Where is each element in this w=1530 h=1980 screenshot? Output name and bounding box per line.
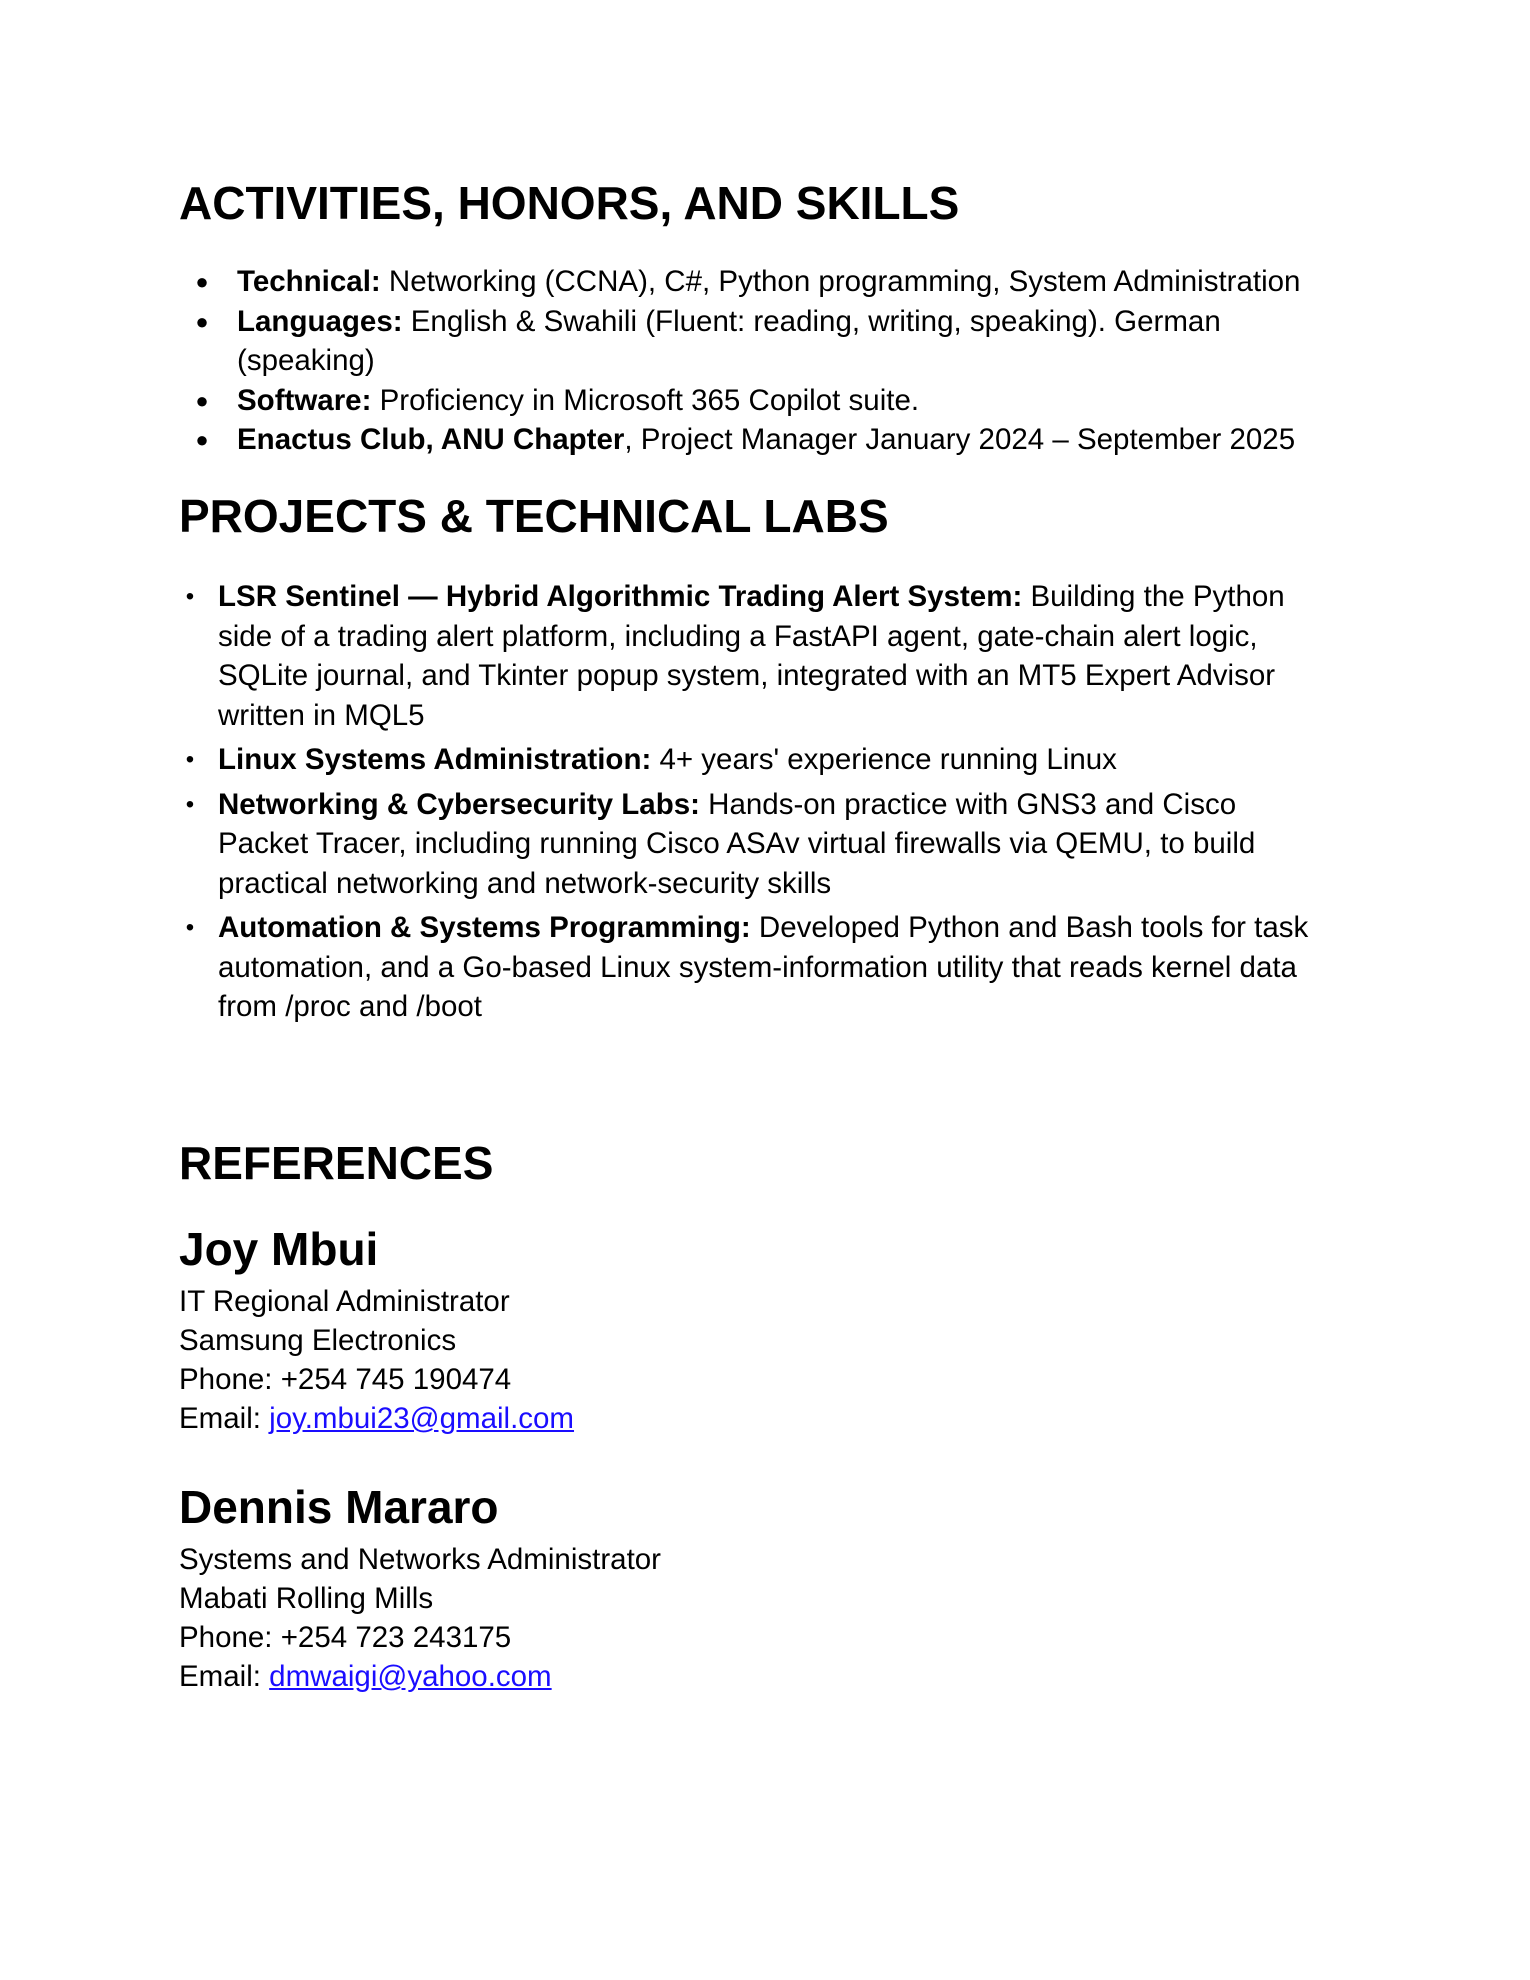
- bullet-icon: ●: [195, 387, 209, 413]
- list-item: [0, 420, 1317, 460]
- item-label: Languages:: [237, 304, 403, 338]
- bullet-icon: •: [185, 583, 195, 610]
- reference-phone: Phone: +254 745 190474: [179, 1363, 512, 1396]
- activities-heading: ACTIVITIES, HONORS, AND SKILLS: [179, 177, 960, 229]
- bullet-icon: ●: [195, 269, 209, 294]
- item-label: Enactus Club, ANU Chapter: [237, 423, 625, 456]
- reference-details: [179, 1540, 661, 1696]
- reference-title: IT Regional Administrator: [179, 1285, 510, 1318]
- reference-name: Joy Mbui: [179, 1223, 379, 1275]
- item-label: Software:: [237, 383, 372, 417]
- item-label: Linux Systems Administration:: [218, 743, 652, 776]
- item-text: , Project Manager January 2024 – September 2025: [624, 423, 1296, 456]
- item-label: Networking & Cybersecurity Labs:: [218, 787, 700, 821]
- bullet-icon: •: [185, 914, 195, 941]
- item-label: Automation & Systems Programming:: [218, 911, 751, 944]
- reference-details: [179, 1282, 574, 1438]
- item-text: Networking (CCNA), C#, Python programming, System Administration: [380, 265, 1301, 298]
- reference-company: Samsung Electronics: [179, 1324, 457, 1357]
- bullet-icon: ●: [195, 308, 209, 334]
- list-item: [0, 740, 1328, 780]
- bullet-icon: •: [185, 790, 195, 818]
- item-label: Technical:: [237, 265, 381, 298]
- reference-title: Systems and Networks Administrator: [179, 1543, 661, 1576]
- item-text: Proficiency in Microsoft 365 Copilot suite.: [371, 383, 920, 417]
- email-label: Email:: [179, 1402, 270, 1435]
- item-text: 4+ years' experience running Linux: [651, 743, 1117, 776]
- projects-heading: PROJECTS & TECHNICAL LABS: [179, 490, 889, 542]
- reference-company: Mabati Rolling Mills: [179, 1582, 434, 1615]
- list-item: [0, 577, 1328, 735]
- list-item: [0, 302, 1317, 381]
- item-label: LSR Sentinel — Hybrid Algorithmic Trading Alert System:: [218, 580, 1023, 613]
- list-item: [0, 908, 1328, 1027]
- reference-phone: Phone: +254 723 243175: [179, 1621, 512, 1654]
- bullet-icon: •: [185, 746, 195, 773]
- reference-email-row: [179, 1657, 661, 1696]
- projects-list: [0, 577, 1328, 1032]
- list-item: [0, 785, 1328, 904]
- item-text: English & Swahili (Fluent: reading, writing, speaking). German (speaking): [237, 304, 1221, 377]
- email-link[interactable]: dmwaigi@yahoo.com: [269, 1660, 552, 1693]
- email-link[interactable]: joy.mbui23@gmail.com: [269, 1402, 575, 1435]
- item-text: Hands-on practice with GNS3 and Cisco Packet Tracer, including running Cisco ASAv virtual firewalls via QEMU, to build practical networking and network-security skills: [218, 787, 1256, 900]
- list-item: [0, 262, 1317, 302]
- bullet-icon: ●: [195, 427, 209, 452]
- item-text: Developed Python and Bash tools for task automation, and a Go-based Linux system-information utility that reads kernel data from /proc and /boot: [218, 911, 1309, 1023]
- email-label: Email:: [179, 1660, 270, 1693]
- item-text: Building the Python side of a trading alert platform, including a FastAPI agent, gate-chain alert logic, SQLite journal, and Tkinter popup system, integrated with an MT5 Expert Advisor written in MQL5: [218, 580, 1285, 732]
- reference-name: Dennis Mararo: [179, 1481, 499, 1533]
- list-item: [0, 381, 1317, 421]
- references-heading: REFERENCES: [179, 1137, 494, 1189]
- activities-list: [0, 262, 1317, 460]
- reference-email-row: [179, 1399, 574, 1438]
